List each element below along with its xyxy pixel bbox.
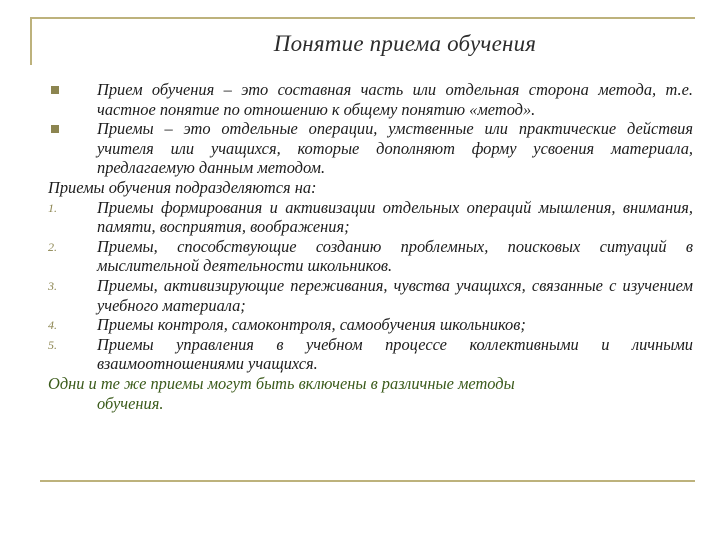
item-number: 4. [48,318,57,333]
numbered-item [48,198,693,237]
item-text: Приемы, способствующие созданию проблемных, поисковых ситуаций в мыслительной деятельности школьников. [97,236,693,276]
numbered-item [48,335,693,374]
subheading [48,178,693,198]
bullet-highlight: Приемы [97,119,154,139]
item-number: 5. [48,337,57,352]
subheading-text: Приемы обучения подразделяются на: [48,177,317,197]
item-text: Приемы формирования и активизации отдельных операций мышления, внимания, памяти, восприятия, воображения; [97,197,693,237]
frame-bottom-line [40,480,695,482]
item-number: 1. [48,200,57,215]
bullet-highlight: Прием обучения [97,80,215,99]
bullet-item [48,119,693,178]
bullet-body: – это отдельные операции, умственные или практические действия учителя или учащихся, которые дополняют форму усвоения материала, предлагаемую данным методом. [97,119,693,178]
bullet-text [97,80,693,119]
numbered-item [48,237,693,276]
bullet-text [97,119,693,178]
square-bullet-icon [51,125,59,133]
slide-content [48,80,693,413]
item-number: 2. [48,239,57,254]
closing-line-1: Одни и те же приемы могут быть включены в различные методы [48,373,515,393]
closing-line-2: обучения. [97,393,164,413]
numbered-item [48,276,693,315]
item-text: Приемы управления в учебном процессе коллективными и личными взаимоотношениями учащихся. [97,334,693,374]
closing-statement [48,374,693,413]
bullet-body: – это составная часть или отдельная сторона метода, т.е. частное понятие по отношению к общему понятию «метод». [97,80,693,119]
numbered-item [48,315,693,335]
slide-title: Понятие приема обучения [273,31,537,56]
item-number: 3. [48,278,57,293]
item-text: Приемы контроля, самоконтроля, самообучения школьников; [97,315,526,335]
frame-top-line [30,17,695,19]
item-text: Приемы, активизирующие переживания, чувства учащихся, связанные с изучением учебного материала; [97,275,693,315]
bullet-item [48,80,693,119]
square-bullet-icon [51,86,59,94]
